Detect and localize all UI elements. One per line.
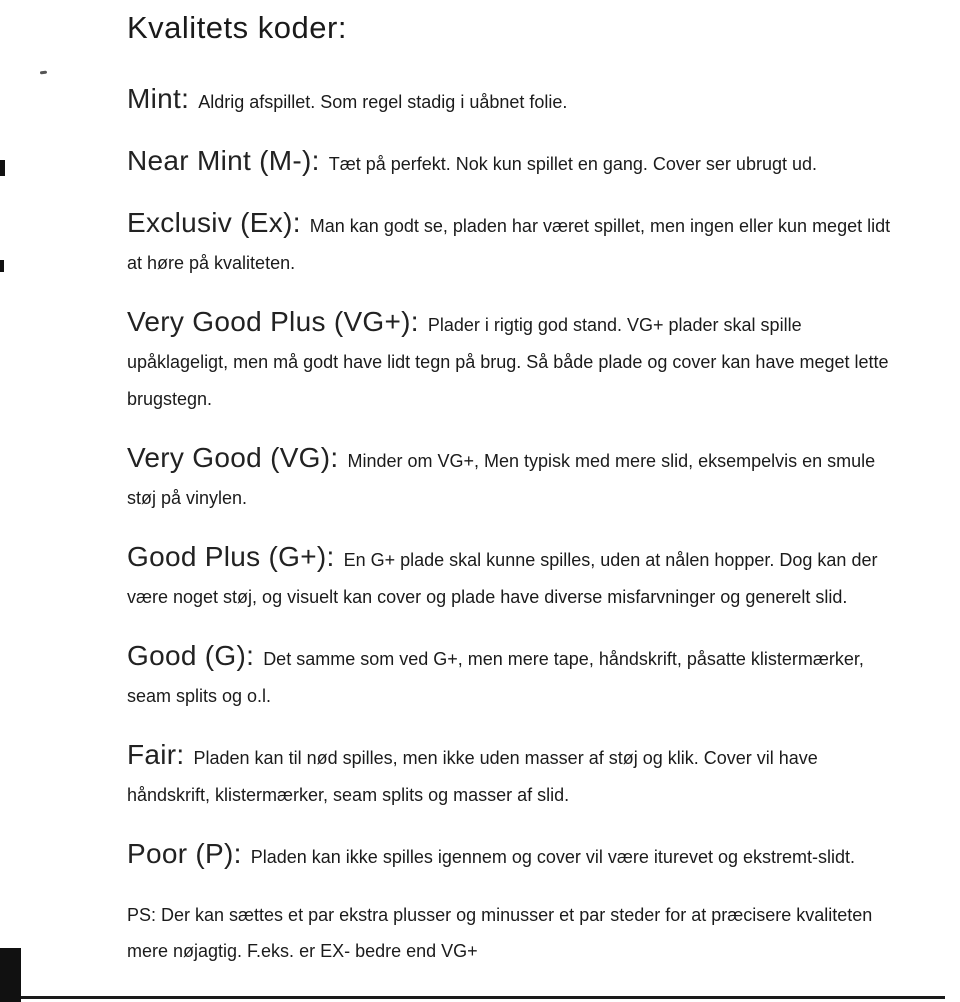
scan-artifact-dash: [40, 71, 47, 75]
document-content: [127, 10, 897, 969]
term-description: En G+ plade skal kunne spilles, uden at nålen hopper. Dog kan der være noget støj, og visuelt kan cover og plade have diverse misfarvninger og generelt slid.: [127, 550, 878, 607]
term-description: Aldrig afspillet. Som regel stadig i uåbnet folie.: [198, 92, 568, 112]
quality-entry-good: [127, 637, 897, 715]
term-label: Near Mint (M-):: [127, 145, 320, 176]
term-description: Plader i rigtig god stand. VG+ plader skal spille upåklageligt, men må godt have lidt tegn på brug. Så både plade og cover kan have meget lette brugstegn.: [127, 315, 889, 409]
scan-artifact-bottom-corner: [0, 948, 21, 1002]
term-description: Tæt på perfekt. Nok kun spillet en gang. Cover ser ubrugt ud.: [328, 154, 817, 174]
quality-entry-fair: [127, 736, 897, 814]
term-description: Det samme som ved G+, men mere tape, håndskrift, påsatte klistermærker, seam splits og o.l.: [127, 649, 864, 706]
scan-artifact-bottom-line: [21, 996, 945, 999]
term-description: Pladen kan til nød spilles, men ikke uden masser af støj og klik. Cover vil have håndskrift, klistermærker, seam splits og masser af slid.: [127, 748, 818, 805]
page-title: Kvalitets koder:: [127, 10, 347, 45]
term-label: Very Good Plus (VG+):: [127, 306, 419, 337]
term-label: Poor (P):: [127, 838, 242, 869]
ps-note: PS: Der kan sættes et par ekstra plusser og minusser et par steder for at præcisere kvaliteten mere nøjagtig. F.eks. er EX- bedre end VG+: [127, 905, 873, 961]
term-description: Pladen kan ikke spilles igennem og cover vil være iturevet og ekstremt-slidt.: [250, 847, 855, 867]
term-label: Good (G):: [127, 640, 255, 671]
quality-entry-near-mint: [127, 142, 897, 183]
scan-artifact-left-edge-2: [0, 260, 4, 272]
quality-entry-good-plus: [127, 538, 897, 616]
term-label: Very Good (VG):: [127, 442, 339, 473]
term-label: Exclusiv (Ex):: [127, 207, 301, 238]
quality-entry-poor: [127, 835, 897, 876]
scan-artifact-left-edge-1: [0, 160, 5, 176]
term-description: Man kan godt se, pladen har været spillet, men ingen eller kun meget lidt at høre på kvaliteten.: [127, 216, 891, 273]
term-label: Fair:: [127, 739, 185, 770]
quality-entry-mint: [127, 80, 897, 121]
quality-entry-very-good: [127, 439, 897, 517]
term-label: Good Plus (G+):: [127, 541, 335, 572]
quality-entry-very-good-plus: [127, 303, 897, 418]
term-description: Minder om VG+, Men typisk med mere slid, eksempelvis en smule støj på vinylen.: [127, 451, 876, 508]
quality-entry-exclusiv: [127, 204, 897, 282]
term-label: Mint:: [127, 83, 190, 114]
